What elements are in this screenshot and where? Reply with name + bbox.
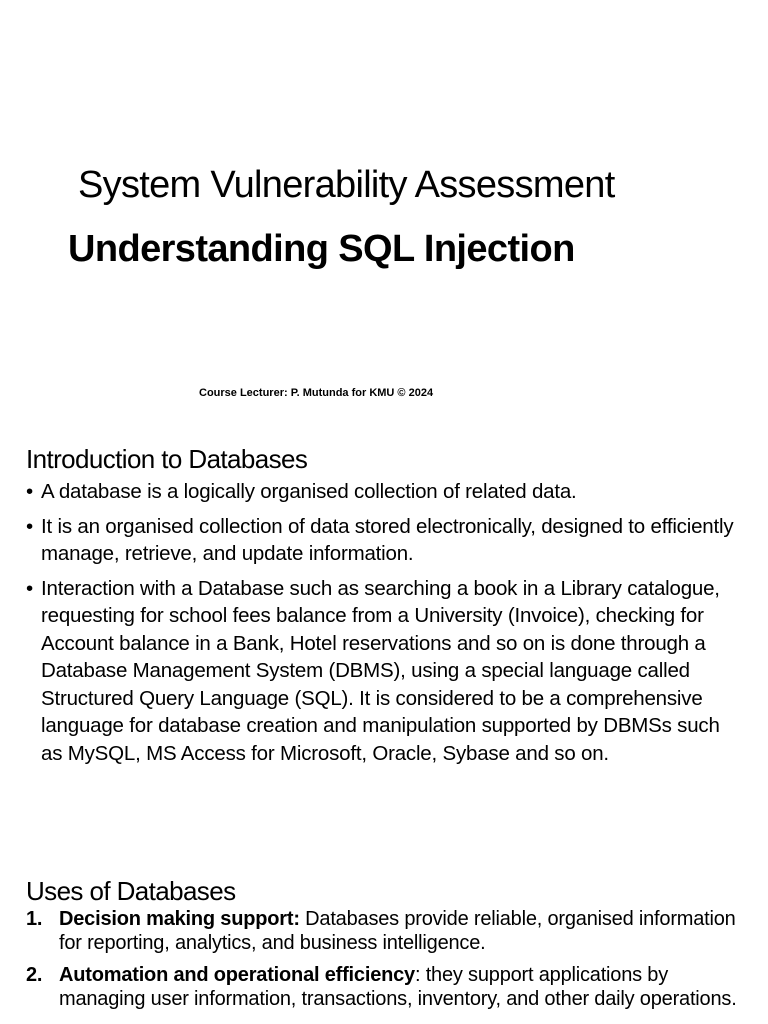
list-item <box>26 907 746 955</box>
bullet-icon: • <box>26 480 33 503</box>
bullet-text: Interaction with a Database such as searching a book in a Library catalogue, requesting for school fees balance from a University (Invoice), checking for Account balance in a Bank, Hotel reservations and so on is done through a Database Management System (DBMS), using a special language called Structured Query Language (SQL). It is considered to be a comprehensive language for database creation and manipulation supported by DBMSs such as MySQL, MS Access for Microsoft, Oracle, Sybase and so on. <box>41 576 720 765</box>
item-number: 1. <box>26 908 43 930</box>
item-number: 2. <box>26 964 43 986</box>
slide-subtitle: Understanding SQL Injection <box>68 228 575 270</box>
uses-numbered-list <box>26 907 746 1019</box>
bullet-text: It is an organised collection of data stored electronically, designed to efficiently manage, retrieve, and update information. <box>41 514 734 565</box>
list-item <box>26 513 746 568</box>
course-credit: Course Lecturer: P. Mutunda for KMU © 2024 <box>199 387 434 399</box>
list-item <box>26 963 746 1011</box>
slide-title: System Vulnerability Assessment <box>78 164 615 206</box>
bullet-icon: • <box>26 514 33 538</box>
intro-heading: Introduction to Databases <box>26 444 308 474</box>
list-item <box>26 478 746 506</box>
item-term: Automation and operational efficiency <box>59 964 415 986</box>
bullet-icon: • <box>26 576 33 600</box>
item-text: Databases provide reliable, organised information for reporting, analytics, and business intelligence. <box>59 908 736 954</box>
item-text: : they support applications by managing user information, transactions, inventory, and other daily operations. <box>59 964 737 1010</box>
list-item <box>26 575 746 768</box>
intro-bullet-list <box>26 478 746 774</box>
item-term: Decision making support: <box>59 908 300 930</box>
uses-heading: Uses of Databases <box>26 876 236 906</box>
bullet-text: A database is a logically organised collection of related data. <box>41 480 577 503</box>
